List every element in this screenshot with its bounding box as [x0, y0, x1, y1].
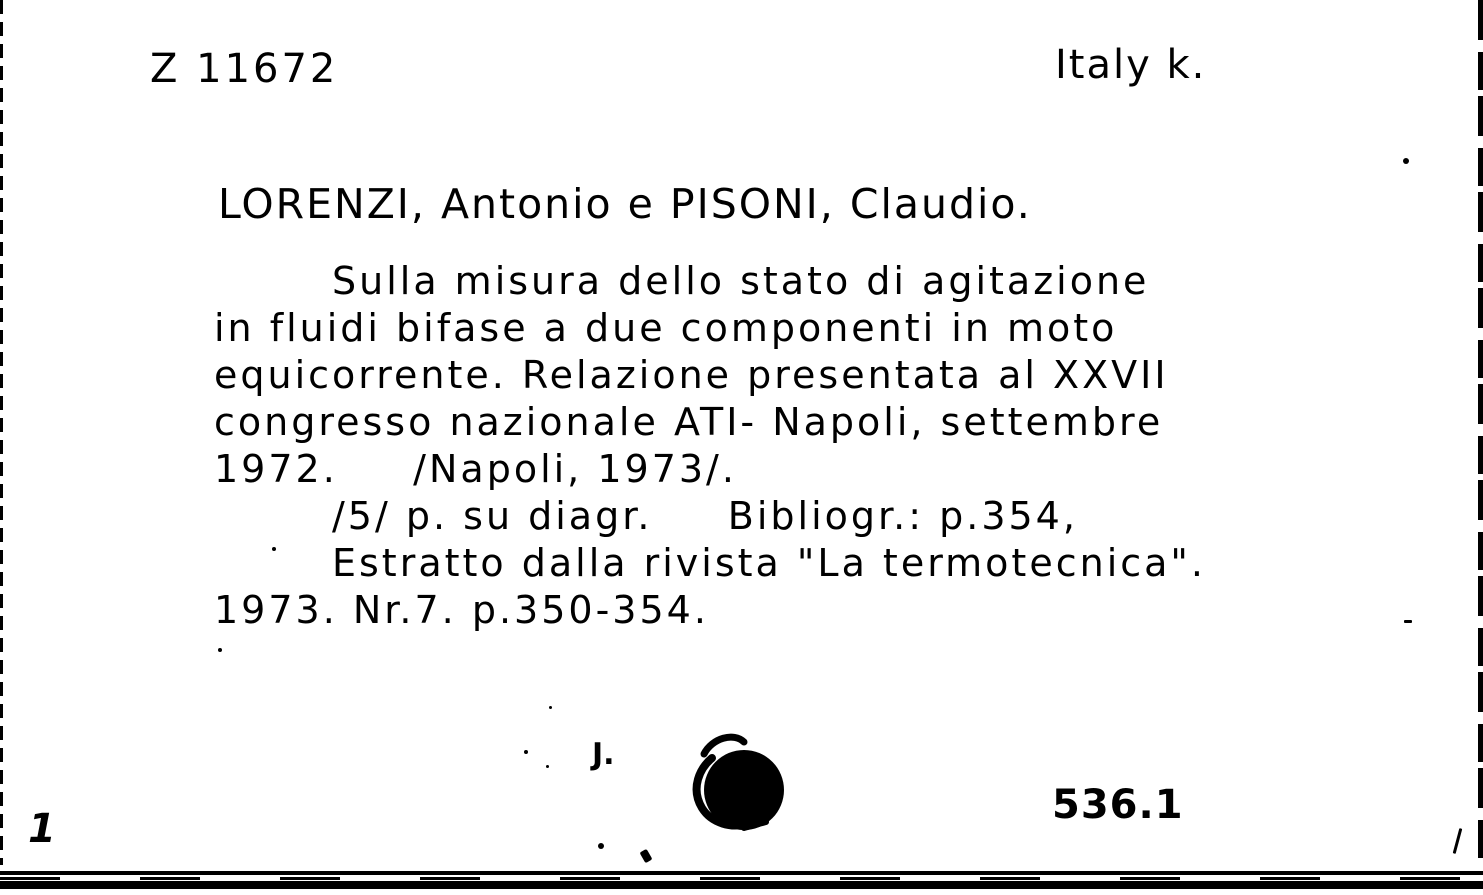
speck	[524, 750, 528, 754]
body-line: congresso nazionale ATI- Napoli, settembre	[214, 400, 1164, 444]
body-line: Sulla misura dello stato di agitazione	[332, 259, 1150, 303]
subject-heading: Italy k.	[1055, 42, 1207, 88]
speck	[640, 849, 653, 863]
bibliographic-description	[214, 258, 1206, 634]
body-line: 1973. Nr.7. p.350-354.	[214, 588, 709, 632]
speck	[1453, 828, 1463, 854]
scan-edge-bottom	[0, 865, 1483, 895]
scan-edge-right	[1478, 0, 1483, 860]
speck	[549, 706, 552, 709]
handwritten-mark: J.	[592, 737, 615, 772]
body-line: 1972. /Napoli, 1973/.	[214, 447, 737, 491]
body-line: /5/ p. su diagr. Bibliogr.: p.354,	[332, 494, 1078, 538]
body-line: equicorrente. Relazione presentata al XXVII	[214, 353, 1169, 397]
speck	[546, 765, 549, 768]
speck	[272, 547, 276, 551]
card-number: 1	[28, 806, 56, 852]
body-line: Estratto dalla rivista "La termotecnica".	[332, 541, 1206, 585]
scan-edge-left	[0, 0, 3, 895]
authors: LORENZI, Antonio e PISONI, Claudio.	[218, 180, 1032, 228]
speck	[598, 843, 604, 849]
body-line: in fluidi bifase a due componenti in moto	[214, 306, 1118, 350]
classification-number: 536.1	[1052, 782, 1184, 828]
punch-hole-stamp-icon	[682, 728, 788, 834]
speck	[218, 648, 222, 652]
speck	[1403, 158, 1409, 164]
call-number: Z 11672	[150, 46, 339, 92]
speck	[1404, 620, 1412, 623]
